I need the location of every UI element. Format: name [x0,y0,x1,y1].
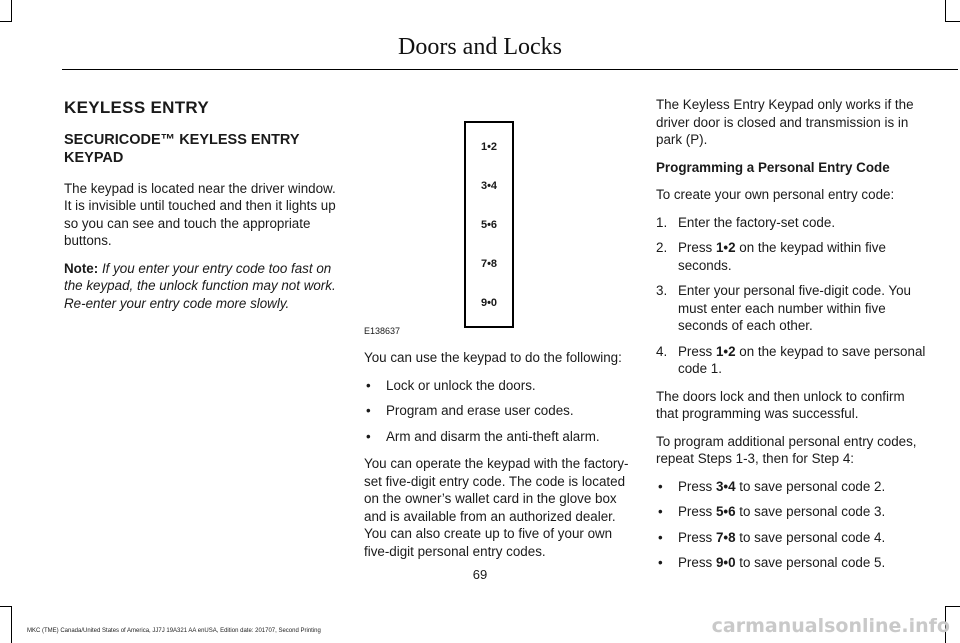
crop-mark [11,606,12,643]
key-label: 1•2 [715,343,736,359]
item-text: Press [678,504,716,519]
programming-steps [656,214,930,378]
step-number: 3. [656,283,668,298]
list-item [656,529,930,547]
step-text: Press [678,240,716,255]
crop-mark [0,21,12,22]
subsection-title: SECURICODE™ KEYLESS ENTRY KEYPAD [64,131,300,166]
step-item [656,343,930,378]
confirm-paragraph: The doors lock and then unlock to confirm that programming was successful. [656,388,905,421]
step-item [656,214,930,232]
item-text: Press [678,555,716,570]
item-text: Press [678,478,716,494]
keypad-intro: The keypad is located near the driver window. It is invisible until touched and then it lights up so you can see and touch the appropriate buttons. [64,180,336,248]
factory-code-paragraph: You can operate the keypad with the factory-set five-digit entry code. The code is located on the owner’s wallet card in the glove box and is available from an authorized dealer. You can also create up to five of your own five-digit personal entry codes. [364,456,629,559]
key-label: 5•6 [715,504,736,519]
list-item [656,478,930,496]
step-text: on the keypad within five seconds. [678,240,886,273]
keypad-key: 9•0 [480,297,498,309]
page-header-title: Doors and Locks [398,34,562,60]
note-text: If you enter your entry code too fast on the keypad, the unlock function may not work. Re-enter your entry code more slowly. [64,260,336,311]
right-column [656,96,930,582]
step-item [656,282,930,335]
step-text: Press [678,343,716,359]
header-rule [62,69,958,70]
item-text: to save personal code 4. [735,529,886,545]
note [64,260,339,313]
step-number: 2. [656,240,668,255]
item-text: Press [678,529,716,545]
middle-column [364,349,632,570]
item-text: to save personal code 5. [735,555,886,570]
keypad-condition: The Keyless Entry Keypad only works if the driver door is closed and transmission is in park (P). [656,97,914,147]
keypad-uses-list [364,377,632,446]
keypad-key: 1•2 [480,141,498,153]
keypad-illustration [464,121,514,328]
crop-mark [945,606,960,607]
list-item [656,503,930,521]
step-number: 1. [656,214,668,230]
crop-mark [945,21,960,22]
key-label: 3•4 [715,478,736,494]
keypad-key: 7•8 [480,258,498,270]
step-text: Enter your personal five-digit code. You must enter each number within five seconds of each other. [678,283,911,333]
item-text: to save personal code 3. [735,504,886,519]
item-text: to save personal code 2. [735,478,886,494]
section-title: KEYLESS ENTRY [64,98,209,117]
figure-id: E138637 [364,326,401,336]
additional-paragraph: To program additional personal entry codes, repeat Steps 1-3, then for Step 4: [656,433,917,466]
note-label: Note: [64,260,99,276]
list-item: • Arm and disarm the anti-theft alarm. [364,428,632,446]
key-label: 7•8 [715,529,736,545]
step-item [656,239,930,274]
crop-mark [0,606,12,607]
watermark: carmanualsonline.info [711,615,950,637]
list-item: • Lock or unlock the doors. [364,377,632,395]
left-column [64,99,339,322]
step-text: Enter the factory-set code. [678,214,836,230]
footer-text: MKC (TME) Canada/United States of America, JJ7J 19A321 AA enUSA, Edition date: 201707, Second Printing [27,628,321,634]
keypad-key: 3•4 [480,180,498,192]
crop-mark [945,0,946,21]
key-label: 9•0 [715,555,736,570]
key-label: 1•2 [715,240,736,255]
keypad-key: 5•6 [480,219,498,231]
programming-heading: Programming a Personal Entry Code [656,159,890,175]
programming-lead: To create your own personal entry code: [656,187,895,202]
save-codes-list [656,478,930,572]
page-number: 69 [472,567,488,582]
step-text: on the keypad to save personal code 1. [678,343,926,376]
step-number: 4. [656,343,668,359]
keypad-uses-intro: You can use the keypad to do the following: [364,350,622,365]
crop-mark [11,0,12,21]
list-item: • Program and erase user codes. [364,402,632,420]
